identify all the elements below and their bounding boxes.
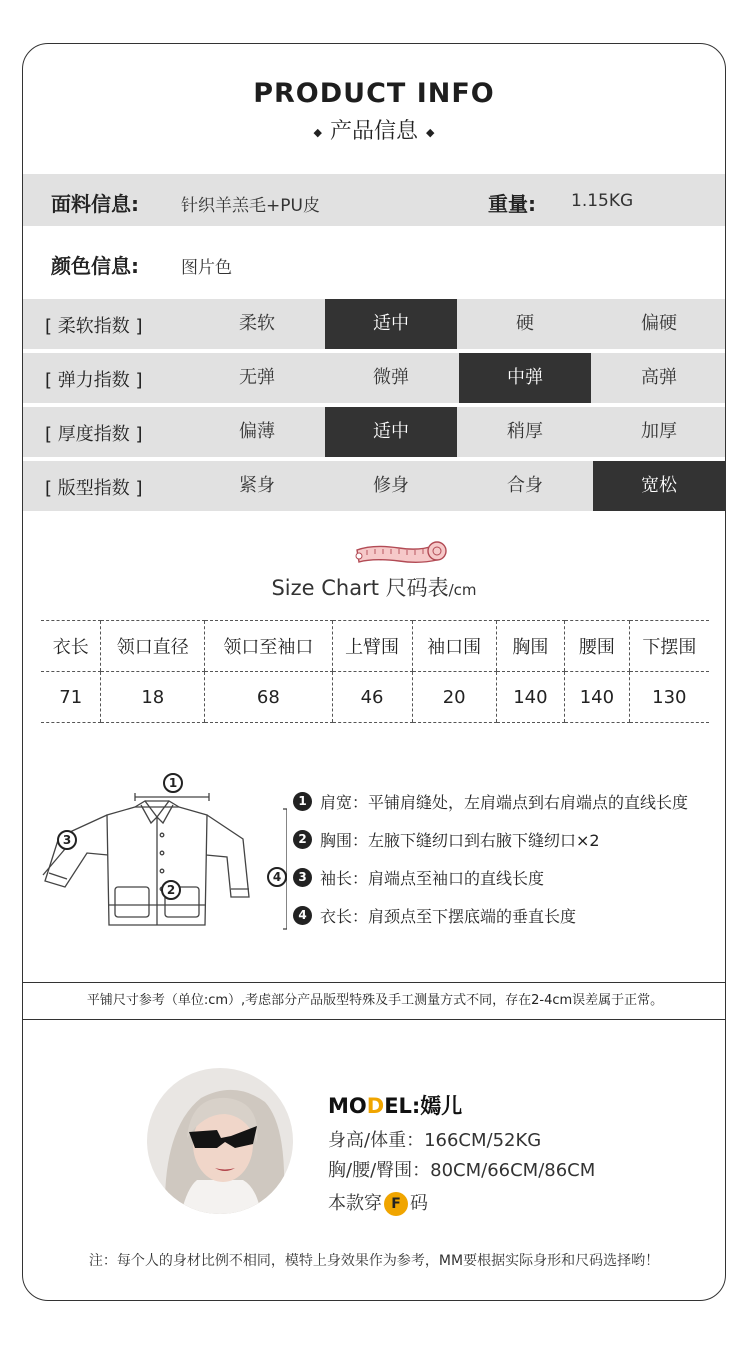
index-option: 无弹 (239, 367, 275, 388)
size-header-cell: 袖口围 (412, 621, 496, 672)
diagram-label-4: 4 (272, 870, 282, 884)
size-header-cell: 下摆围 (629, 621, 709, 672)
size-table-header (41, 621, 709, 672)
model-size-prefix: 本款穿 (328, 1193, 382, 1214)
model-height-weight: 身高/体重：166CM/52KG (328, 1130, 542, 1151)
diagram-label-2: 2 (166, 883, 176, 897)
color-value: 图片色 (181, 258, 232, 278)
index-row (23, 299, 726, 349)
color-label: 颜色信息: (51, 254, 139, 278)
diagram-label-3: 3 (62, 833, 72, 847)
measurement-note (293, 896, 688, 934)
model-title-suffix: EL:嫣儿 (384, 1094, 463, 1118)
number-badge-icon: 3 (293, 868, 312, 887)
measurement-note (293, 820, 688, 858)
size-chart-title (23, 572, 725, 602)
size-value-cell: 130 (629, 672, 709, 723)
index-row (23, 353, 726, 403)
subtitle-text: 产品信息 (329, 119, 418, 144)
page-subtitle (23, 114, 725, 145)
size-value-cell: 140 (565, 672, 630, 723)
tape-measure-icon (353, 536, 449, 568)
model-title-accent: D (366, 1094, 385, 1118)
measurement-notes (293, 782, 688, 934)
jacket-measurement-diagram (37, 769, 287, 954)
index-row (23, 407, 726, 457)
model-title-prefix: MO (328, 1094, 367, 1118)
diamond-icon: ◆ (313, 125, 322, 139)
index-option-selected: 适中 (325, 299, 457, 349)
size-header-cell: 腰围 (565, 621, 630, 672)
model-size (328, 1189, 428, 1216)
fabric-row (23, 174, 726, 226)
model-avatar (147, 1068, 293, 1214)
size-value-cell: 68 (205, 672, 332, 723)
index-option: 紧身 (239, 475, 275, 496)
measurement-note-text: 肩宽：平铺肩缝处，左肩端点到右肩端点的直线长度 (320, 792, 689, 812)
weight-value: 1.15KG (571, 191, 634, 211)
index-option: 偏硬 (641, 313, 677, 334)
number-badge-icon: 4 (293, 906, 312, 925)
index-row (23, 461, 726, 511)
number-badge-icon: 1 (293, 792, 312, 811)
index-option: 修身 (373, 475, 409, 496)
measurement-note (293, 858, 688, 896)
index-option: 柔软 (239, 313, 275, 334)
footer-note: 注：每个人的身材比例不相同，模特上身效果作为参考，MM要根据实际身形和尺码选择哟！ (88, 1253, 660, 1269)
measurement-note-text: 袖长：肩端点至袖口的直线长度 (320, 868, 545, 888)
model-title (328, 1090, 462, 1120)
fabric-value: 针织羊羔毛+PU皮 (181, 196, 320, 216)
size-chart-title-text: Size Chart 尺码表 (271, 576, 449, 600)
size-chart-unit: /cm (448, 581, 477, 599)
size-header-cell: 衣长 (41, 621, 101, 672)
size-value-cell: 140 (496, 672, 564, 723)
index-option: 稍厚 (507, 421, 543, 442)
index-label: [ 弹力指数 ] (45, 370, 143, 391)
size-header-cell: 领口直径 (101, 621, 205, 672)
size-table (41, 620, 709, 723)
size-header-cell: 领口至袖口 (205, 621, 332, 672)
index-option-selected: 适中 (325, 407, 457, 457)
index-option-selected: 中弹 (459, 353, 591, 403)
index-label: [ 柔软指数 ] (45, 316, 143, 337)
diagram-label-1: 1 (168, 776, 178, 790)
model-measurements: 胸/腰/臀围：80CM/66CM/86CM (328, 1160, 596, 1181)
model-size-badge: F (384, 1192, 408, 1216)
size-value-cell: 46 (332, 672, 412, 723)
size-value-cell: 20 (412, 672, 496, 723)
fabric-label: 面料信息: (51, 192, 139, 216)
index-option: 合身 (507, 475, 543, 496)
index-label: [ 厚度指数 ] (45, 424, 143, 445)
index-option: 高弹 (641, 367, 677, 388)
size-value-cell: 71 (41, 672, 101, 723)
index-option: 加厚 (641, 421, 677, 442)
measurement-note-text: 胸围：左腋下缝纫口到右腋下缝纫口×2 (320, 830, 600, 850)
size-header-cell: 上臂围 (332, 621, 412, 672)
product-info-card (22, 43, 726, 1301)
index-option-selected: 宽松 (593, 461, 725, 511)
weight-label: 重量: (488, 192, 536, 216)
index-option: 硬 (516, 313, 534, 334)
page-title: PRODUCT INFO (253, 78, 495, 109)
size-table-row (41, 672, 709, 723)
index-label: [ 版型指数 ] (45, 478, 143, 499)
color-row (23, 236, 726, 288)
index-option: 微弹 (373, 367, 409, 388)
model-size-suffix: 码 (410, 1193, 428, 1214)
index-option: 偏薄 (239, 421, 275, 442)
diamond-icon: ◆ (426, 125, 435, 139)
size-value-cell: 18 (101, 672, 205, 723)
size-header-cell: 胸围 (496, 621, 564, 672)
measurement-note (293, 782, 688, 820)
number-badge-icon: 2 (293, 830, 312, 849)
disclaimer-band: 平铺尺寸参考（单位:cm）,考虑部分产品版型特殊及手工测量方式不同，存在2-4cm误差属于正常。 (23, 982, 726, 1020)
measurement-note-text: 衣长：肩颈点至下摆底端的垂直长度 (320, 906, 577, 926)
